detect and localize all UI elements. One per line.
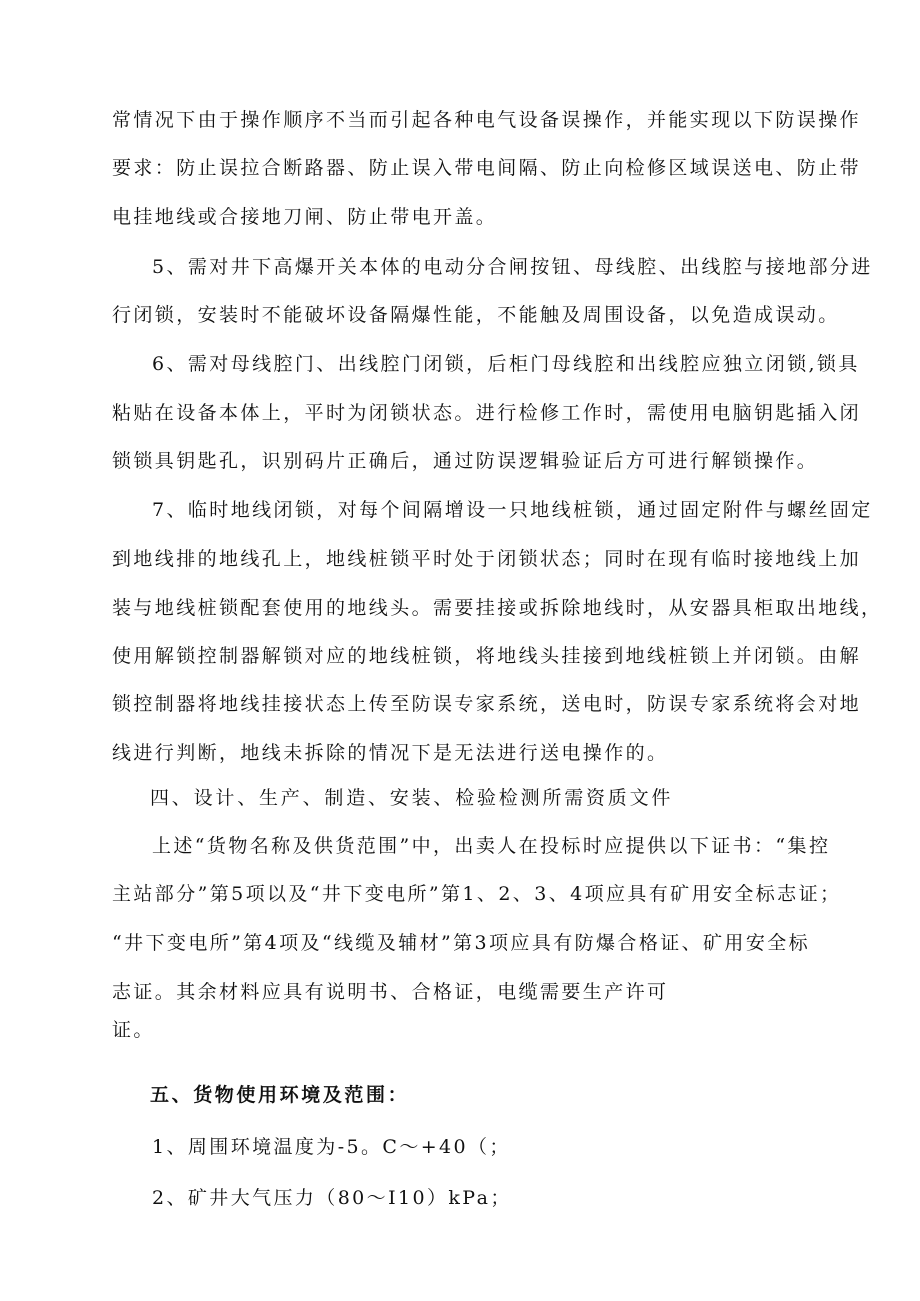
item-6-line: 粘贴在设备本体上，平时为闭锁状态。进行检修工作时，需使用电脑钥匙插入闭 (112, 402, 862, 424)
section-4-line: 上述“货物名称及供货范围”中，出卖人在投标时应提供以下证书：“集控 (152, 835, 831, 857)
paragraph-line: 要求：防止误拉合断路器、防止误入带电间隔、防止向检修区域误送电、防止带 (112, 157, 862, 179)
item-7-line: 7、临时地线闭锁，对每个间隔增设一只地线桩锁，通过固定附件与螺丝固定 (152, 499, 873, 521)
section-4-line: 志证。其余材料应具有说明书、合格证，电缆需要生产许可 (112, 981, 669, 1003)
paragraph-line: 电挂地线或合接地刀闸、防止带电开盖。 (112, 206, 498, 228)
item-7-line: 使用解锁控制器解锁对应的地线桩锁，将地线头挂接到地线桩锁上并闭锁。由解 (112, 645, 862, 667)
section-4-line: 主站部分”第5项以及“井下变电所”第1、2、3、4项应具有矿用安全标志证； (112, 883, 842, 905)
item-6-line: 6、需对母线腔门、出线腔门闭锁，后柜门母线腔和出线腔应独立闭锁,锁具 (152, 353, 860, 375)
section-5-item: 1、周围环境温度为-5。C～+40（； (152, 1136, 511, 1158)
item-7-line: 锁控制器将地线挂接状态上传至防误专家系统，送电时，防误专家系统将会对地 (112, 693, 862, 715)
section-4-line: “井下变电所”第4项及“线缆及辅材”第3项应具有防爆合格证、矿用安全标 (112, 932, 811, 954)
section-5-item: 2、矿井大气压力（80～I10）kPa； (152, 1187, 512, 1209)
section-4-line: 证。 (112, 1019, 155, 1041)
paragraph-line: 常情况下由于操作顺序不当而引起各种电气设备误操作，并能实现以下防误操作 (112, 109, 862, 131)
item-7-line: 线进行判断，地线未拆除的情况下是无法进行送电操作的。 (112, 742, 669, 764)
item-7-line: 装与地线桩锁配套使用的地线头。需要挂接或拆除地线时，从安器具柜取出地线， (112, 597, 883, 619)
section-5-heading: 五、货物使用环境及范围： (150, 1084, 410, 1106)
item-5-line: 行闭锁，安装时不能破坏设备隔爆性能，不能触及周围设备，以免造成误动。 (112, 304, 840, 326)
item-6-line: 锁锁具钥匙孔，识别码片正确后，通过防误逻辑验证后方可进行解锁操作。 (112, 450, 819, 472)
section-4-heading: 四、设计、生产、制造、安装、检验检测所需资质文件 (150, 787, 674, 809)
item-7-line: 到地线排的地线孔上，地线桩锁平时处于闭锁状态；同时在现有临时接地线上加 (112, 548, 862, 570)
item-5-line: 5、需对井下高爆开关本体的电动分合闸按钮、母线腔、出线腔与接地部分进 (152, 256, 873, 278)
